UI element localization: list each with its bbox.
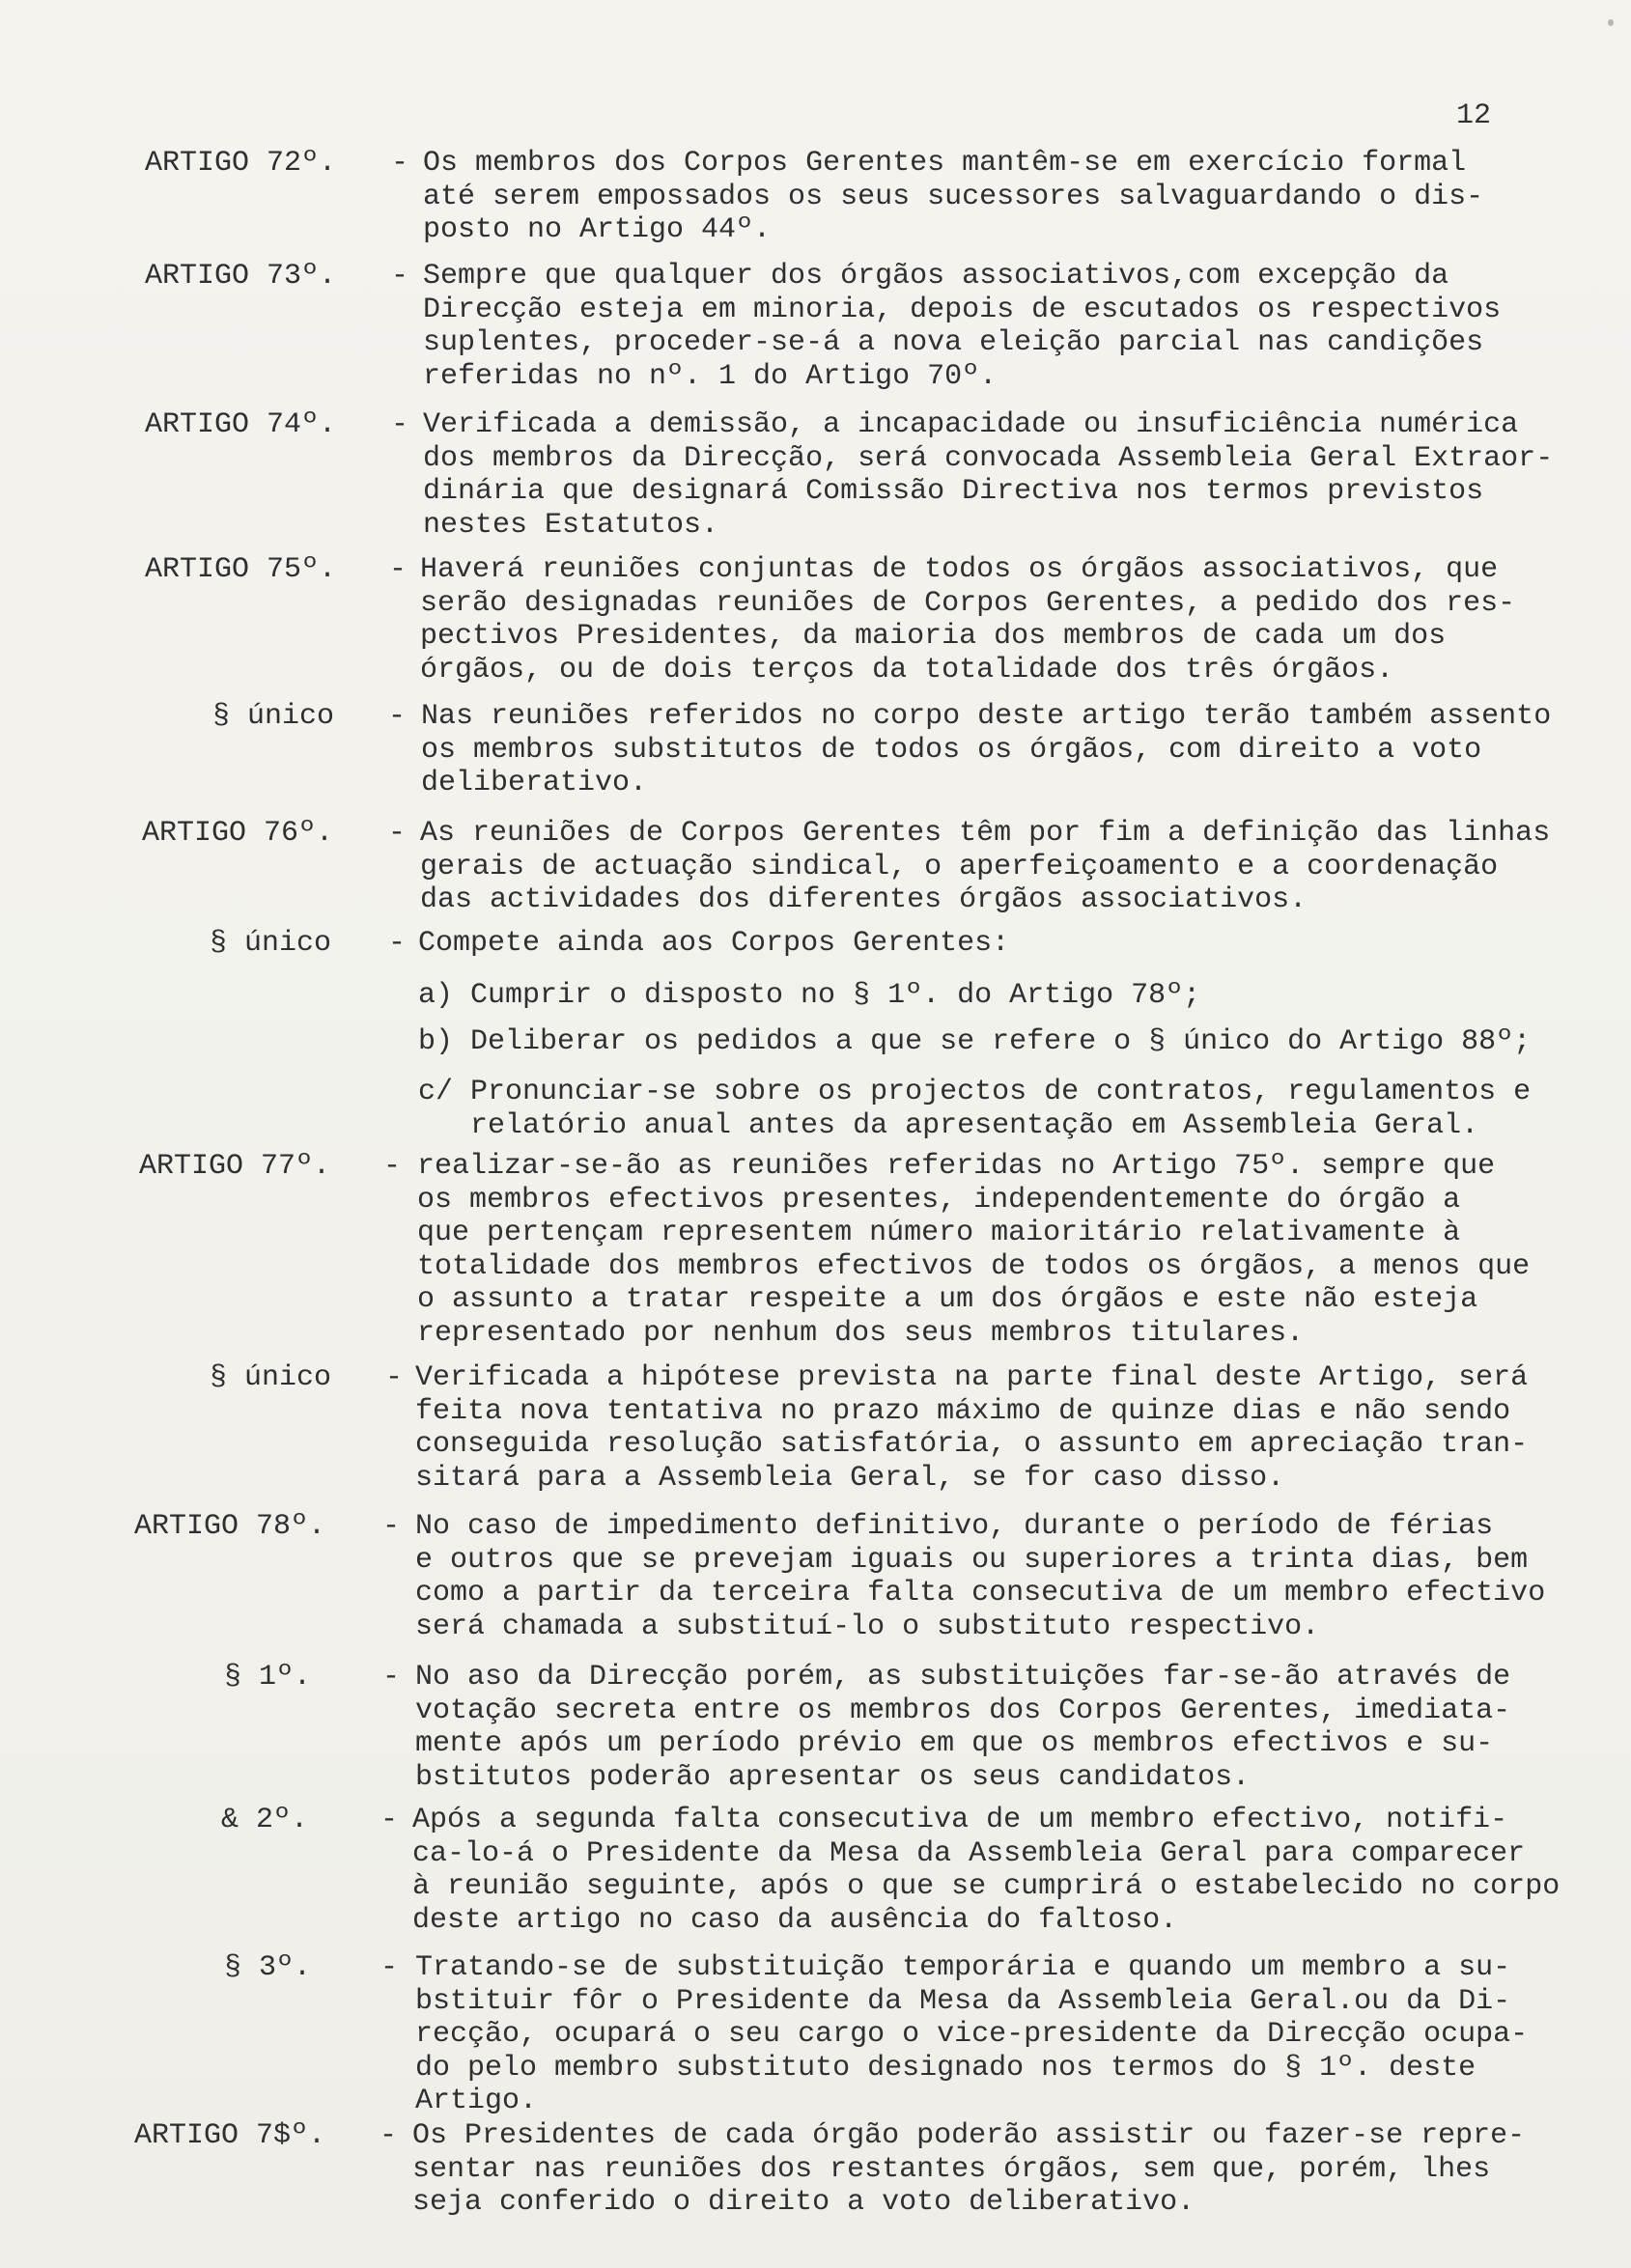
article-label: § único — [210, 927, 332, 960]
dash-separator: - — [391, 260, 409, 293]
article-text-line: o assunto a tratar respeite a um dos órgãos e este não esteja — [417, 1283, 1478, 1316]
subitem-text-line: Cumprir o disposto no § 1º. do Artigo 78º; — [470, 979, 1201, 1012]
page-number: 12 — [1456, 99, 1492, 132]
article-text — [415, 1361, 1528, 1495]
article-text — [420, 817, 1550, 917]
scan-mark — [1608, 19, 1614, 26]
subitem-text-line: Pronunciar-se sobre os projectos de contratos, regulamentos e — [470, 1076, 1532, 1108]
article-text-line: nestes Estatutos. — [423, 508, 719, 542]
dash-separator: - — [389, 553, 408, 586]
subitem-text-line: relatório anual antes da apresentação em Assembleia Geral. — [470, 1108, 1479, 1142]
article-text-line: No caso de impedimento definitivo, durante o período de férias — [415, 1510, 1494, 1543]
article-text-line: conseguida resolução satisfatória, o assunto em apreciação tran- — [415, 1428, 1529, 1461]
article-label: § único — [212, 700, 335, 733]
article-text-line: mente após um período prévio em que os membros efectivos e su- — [415, 1727, 1494, 1760]
dash-separator: - — [388, 927, 407, 960]
article-text-line: bstituir fôr o Presidente da Mesa da Assembleia Geral.ou da Di- — [415, 1984, 1511, 2018]
dash-separator: - — [382, 1661, 401, 1694]
article-text-line: e outros que se prevejam iguais ou superiores a trinta dias, bem — [415, 1543, 1529, 1577]
article-text-line: Direcção esteja em minoria, depois de escutados os respectivos — [423, 293, 1502, 326]
article-text-line: os membros substitutos de todos os órgãos, com direito a voto — [421, 733, 1482, 767]
article-text-line: Após a segunda falta consecutiva de um membro efectivo, notifi- — [412, 1804, 1508, 1836]
article-text-line: Compete ainda aos Corpos Gerentes: — [418, 927, 1010, 960]
article-text-line: Artigo. — [415, 2085, 538, 2117]
article-text-line: como a partir da terceira falta consecutiva de um membro efectivo — [415, 1577, 1546, 1610]
dash-separator: - — [385, 1361, 404, 1394]
article-label: § 1º. — [224, 1661, 312, 1694]
article-text-line: serão designadas reuniões de Corpos Gerentes, a pedido dos res- — [420, 586, 1516, 620]
article-label: & 2º. — [221, 1804, 309, 1836]
article-text-line: Verificada a hipótese prevista na parte final deste Artigo, será — [415, 1361, 1529, 1394]
article-text-line: Haverá reuniões conjuntas de todos os órgãos associativos, que — [420, 553, 1499, 586]
dash-separator: - — [388, 817, 407, 850]
article-text-line: sentar nas reuniões dos restantes órgãos, sem que, porém, lhes — [412, 2152, 1491, 2186]
article-label: ARTIGO 76º. — [142, 817, 334, 850]
article-text-line: dos membros da Direcção, será convocada Assembleia Geral Extraor- — [423, 441, 1554, 475]
subitem-first-line — [418, 1076, 1531, 1109]
article-text-line: dinária que designará Comissão Directiva nos termos previstos — [423, 475, 1484, 508]
article-text-line: Nas reuniões referidos no corpo deste artigo terão também assento — [421, 700, 1552, 733]
article-text — [415, 1510, 1545, 1643]
article-label: ARTIGO 7$º. — [134, 2119, 326, 2152]
article-text-line: sitará para a Assembleia Geral, se for caso disso. — [415, 1461, 1285, 1495]
article-text-line: os membros efectivos presentes, independentemente do órgão a — [417, 1183, 1461, 1217]
article-text — [418, 927, 1532, 1142]
dash-separator: - — [383, 1150, 402, 1183]
dash-separator: - — [388, 700, 407, 733]
article-label: ARTIGO 75º. — [145, 553, 337, 586]
article-text — [421, 700, 1551, 800]
dash-separator: - — [380, 1804, 399, 1836]
article-text-line: deliberativo. — [421, 767, 648, 799]
article-text-line: referidas no nº. 1 do Artigo 70º. — [423, 359, 998, 393]
article-text-line: realizar-se-ão as reuniões referidas no Artigo 75º. sempre que — [417, 1150, 1496, 1183]
subitem-marker: b) — [418, 1025, 454, 1058]
article-text-line: Tratando-se de substituição temporária e quando um membro a su- — [415, 1951, 1511, 1984]
dash-separator: - — [391, 408, 409, 441]
article-text-line: à reunião seguinte, após o que se cumprirá o estabelecido no corpo — [412, 1870, 1561, 1903]
article-text-line: ca-lo-á o Presidente da Mesa da Assembleia Geral para comparecer — [412, 1836, 1526, 1870]
dash-separator: - — [380, 2119, 398, 2152]
dash-separator: - — [391, 147, 409, 180]
subitem — [418, 1076, 1531, 1142]
article-text — [415, 1951, 1528, 2118]
article-label: ARTIGO 72º. — [145, 147, 337, 180]
dash-separator: - — [382, 1510, 401, 1543]
article-text-line: será chamada a substituí-lo o substituto respectivo. — [415, 1610, 1320, 1643]
subitem — [418, 1025, 1531, 1059]
article-text-line: No aso da Direcção porém, as substituições far-se-ão através de — [415, 1661, 1511, 1694]
article-text-line: das actividades dos diferentes órgãos associativos. — [420, 883, 1308, 916]
article-text-line: posto no Artigo 44º. — [423, 213, 772, 246]
subitem-marker: a) — [418, 979, 454, 1012]
article-text-line: deste artigo no caso da ausência do faltoso. — [412, 1903, 1178, 1937]
article-text-line: bstitutos poderão apresentar os seus candidatos. — [415, 1760, 1251, 1794]
article-text — [423, 147, 1483, 247]
article-text-line: pectivos Presidentes, da maioria dos membros de cada um dos — [420, 620, 1447, 653]
subitem-marker: c/ — [418, 1076, 454, 1108]
article-text-line: suplentes, proceder-se-á a nova eleição parcial nas candições — [423, 326, 1484, 359]
article-text-line: Os membros dos Corpos Gerentes mantêm-se em exercício formal — [423, 147, 1467, 180]
article-label: § 3º. — [224, 1951, 312, 1984]
article-text-line: Verificada a demissão, a incapacidade ou insuficiência numérica — [423, 408, 1519, 441]
article-text-line: do pelo membro substituto designado nos termos do § 1º. deste — [415, 2051, 1476, 2085]
dash-separator: - — [380, 1951, 399, 1984]
subitem-text-line: Deliberar os pedidos a que se refere o § único do Artigo 88º; — [470, 1025, 1532, 1058]
article-label: ARTIGO 78º. — [134, 1510, 326, 1543]
article-label: § único — [210, 1361, 332, 1394]
article-text-line: Sempre que qualquer dos órgãos associativos,com excepção da — [423, 260, 1449, 293]
article-label: ARTIGO 73º. — [145, 260, 337, 293]
article-text — [415, 1661, 1510, 1794]
subitem-first-line — [418, 1025, 1531, 1059]
article-text-line: totalidade dos membros efectivos de todos os órgãos, a menos que — [417, 1249, 1531, 1283]
article-text — [423, 408, 1553, 542]
subitem-first-line — [418, 979, 1200, 1013]
article-text — [420, 553, 1515, 686]
article-text — [412, 1804, 1560, 1937]
article-text-line: representado por nenhum dos seus membros titulares. — [417, 1316, 1305, 1350]
article-text — [423, 260, 1501, 393]
article-label: ARTIGO 74º. — [145, 408, 337, 441]
article-text-line: seja conferido o direito a voto deliberativo. — [412, 2186, 1195, 2219]
article-text — [417, 1150, 1530, 1350]
article-text-line: gerais de actuação sindical, o aperfeiçoamento e a coordenação — [420, 850, 1499, 883]
article-text-line: feita nova tentativa no prazo máximo de quinze dias e não sendo — [415, 1394, 1511, 1428]
subitem — [418, 979, 1200, 1013]
article-text-line: votação secreta entre os membros dos Corpos Gerentes, imediata- — [415, 1694, 1511, 1727]
article-text — [412, 2119, 1525, 2220]
article-text-line: recção, ocupará o seu cargo o vice-presidente da Direcção ocupa- — [415, 2018, 1529, 2051]
article-text-line: Os Presidentes de cada órgão poderão assistir ou fazer-se repre- — [412, 2119, 1526, 2152]
article-label: ARTIGO 77º. — [139, 1150, 331, 1183]
article-text-line: órgãos, ou de dois terços da totalidade dos três órgãos. — [420, 653, 1394, 686]
article-text-line: As reuniões de Corpos Gerentes têm por fim a definição das linhas — [420, 817, 1551, 850]
article-text-line: que pertençam representem número maioritário relativamente à — [417, 1217, 1461, 1249]
article-text-line: até serem empossados os seus sucessores salvaguardando o dis- — [423, 180, 1484, 213]
